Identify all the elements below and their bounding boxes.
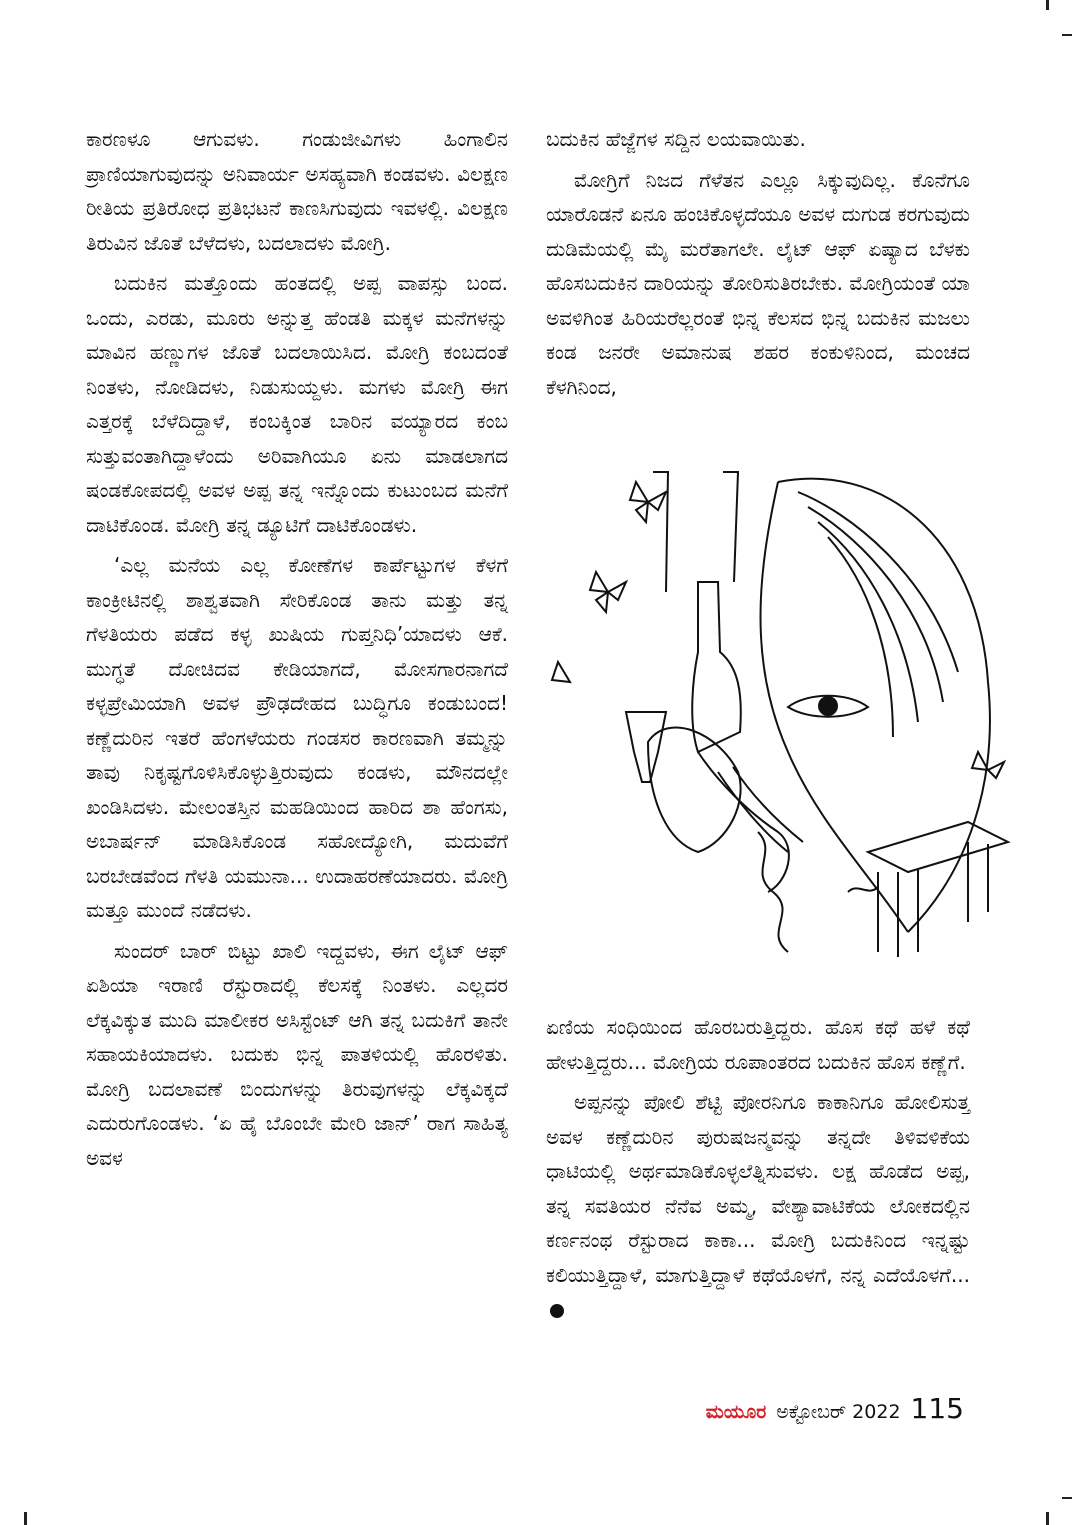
- page-footer: [706, 1392, 964, 1425]
- issue-date: ಅಕ್ಟೋಬರ್ 2022: [776, 1401, 901, 1423]
- end-mark-icon: [550, 1304, 564, 1318]
- paragraph: ಬದುಕಿನ ಹೆಜ್ಜೆಗಳ ಸದ್ದಿನ ಲಯವಾಯಿತು.: [546, 127, 806, 151]
- page-number: 115: [910, 1392, 964, 1425]
- sketch-illustration-icon: [548, 452, 1012, 972]
- crop-mark: [1062, 34, 1072, 36]
- paragraph: ಸುಂದರ್ ಬಾರ್ ಬಿಟ್ಟು ಖಾಲಿ ಇದ್ದವಳು, ಈಗ ಲೈಟ್ ಆಫ್ ಏಶಿಯಾ ಇರಾಣಿ ರೆಸ್ಟುರಾದಲ್ಲಿ ಕೆಲಸಕ್ಕೆ ನಿಂತಳು. ಎಲ್ಲದರ ಲೆಕ್ಕವಿಕ್ಕುತ ಮುದಿ ಮಾಲೀಕರ ಅಸಿಸ್ಟೆಂಟ್ ಆಗಿ ತನ್ನ ಬದುಕಿಗೆ ತಾನೇ ಸಹಾಯಕಿಯಾದಳು. ಬದುಕು ಭಿನ್ನ ಪಾತಳಿಯಲ್ಲಿ ಹೊರಳಿತು. ಮೋಗ್ರಿ ಬದಲಾವಣೆ ಬಿಂದುಗಳನ್ನು ತಿರುವುಗಳನ್ನು ಲೆಕ್ಕವಿಕ್ಕದೆ ಎದುರುಗೊಂಡಳು. ‘ಏ ಹೈ ಬೊಂಬೇ ಮೇರಿ ಜಾನ್’ ರಾಗ ಸಾಹಿತ್ಯ ಅವಳ: [86, 938, 508, 1170]
- right-column-bottom: [546, 1010, 970, 1327]
- crop-mark: [1062, 1497, 1072, 1499]
- paragraph: ಮೋಗ್ರಿಗೆ ನಿಜದ ಗೆಳೆತನ ಎಲ್ಲೂ ಸಿಕ್ಕುವುದಿಲ್ಲ. ಕೊನೆಗೂ ಯಾರೊಡನೆ ಏನೂ ಹಂಚಿಕೊಳ್ಳದೆಯೂ ಅವಳ ದುಗುಡ ಕರಗುವುದು ದುಡಿಮೆಯಲ್ಲಿ ಮೈ ಮರೆತಾಗಲೇ. ಲೈಟ್ ಆಫ್ ಏಷ್ಯಾದ ಬೆಳಕು ಹೊಸಬದುಕಿನ ದಾರಿಯನ್ನು ತೋರಿಸುತಿರಬೇಕು. ಮೋಗ್ರಿಯಂತೆ ಯಾ ಅವಳಿಗಿಂತ ಹಿರಿಯರೆಲ್ಲರಂತೆ ಭಿನ್ನ ಕೆಲಸದ ಭಿನ್ನ ಬದುಕಿನ ಮಜಲು ಕಂಡ ಜನರೇ ಅಮಾನುಷ ಶಹರ ಕಂಕುಳಿನಿಂದ, ಮಂಚದ ಕೆಳಗಿನಿಂದ,: [546, 167, 970, 399]
- illustration: [548, 452, 1012, 972]
- magazine-brand: ಮಯೂರ: [705, 1401, 767, 1423]
- paragraph-text: ಅಪ್ಪನನ್ನು ಪೋಲಿ ಶೆಟ್ಟಿ ಪೋರನಿಗೂ ಕಾಕಾನಿಗೂ ಹೋಲಿಸುತ್ತ ಅವಳ ಕಣ್ಣೆದುರಿನ ಪುರುಷಜನ್ಮವನ್ನು ತನ್ನದೇ ತಿಳಿವಳಿಕೆಯ ಧಾಟಿಯಲ್ಲಿ ಅರ್ಥಮಾಡಿಕೊಳ್ಳಲೆತ್ನಿಸುವಳು. ಲಕ್ಷ ಹೊಡೆದ ಅಪ್ಪ, ತನ್ನ ಸವತಿಯರ ನೆನೆವ ಅಮ್ಮ, ವೇಶ್ಯಾವಾಟಿಕೆಯ ಲೋಕದಲ್ಲಿನ ಕರ್ಣನಂಥ ರೆಸ್ಟುರಾದ ಕಾಕಾ... ಮೋಗ್ರಿ ಬದುಕಿನಿಂದ ಇನ್ನಷ್ಟು ಕಲಿಯುತ್ತಿದ್ದಾಳೆ, ಮಾಗುತ್ತಿದ್ದಾಳೆ ಕಥೆಯೊಳಗೆ, ನನ್ನ ಎದೆಯೊಳಗೆ...: [546, 1090, 970, 1287]
- crop-mark: [1046, 0, 1049, 10]
- paragraph: ಏಣಿಯ ಸಂಧಿಯಿಂದ ಹೊರಬರುತ್ತಿದ್ದರು. ಹೊಸ ಕಥೆ ಹಳೆ ಕಥೆ ಹೇಳುತ್ತಿದ್ದರು... ಮೋಗ್ರಿಯ ರೂಪಾಂತರದ ಬದುಕಿನ ಹೊಸ ಕಣ್ಣೆಗೆ.: [546, 1015, 970, 1074]
- paragraph: ಬದುಕಿನ ಮತ್ತೊಂದು ಹಂತದಲ್ಲಿ ಅಪ್ಪ ವಾಪಸ್ಸು ಬಂದ. ಒಂದು, ಎರಡು, ಮೂರು ಅನ್ನುತ್ತ ಹೆಂಡತಿ ಮಕ್ಕಳ ಮನೆಗಳನ್ನು ಮಾವಿನ ಹಣ್ಣುಗಳ ಜೊತೆ ಬದಲಾಯಿಸಿದ. ಮೋಗ್ರಿ ಕಂಬದಂತೆ ನಿಂತಳು, ನೋಡಿದಳು, ನಿಡುಸುಯ್ದಳು. ಮಗಳು ಮೋಗ್ರಿ ಈಗ ಎತ್ತರಕ್ಕೆ ಬೆಳೆದಿದ್ದಾಳೆ, ಕಂಬಕ್ಕಿಂತ ಬಾರಿನ ವಯ್ಯಾರದ ಕಂಬ ಸುತ್ತುವಂತಾಗಿದ್ದಾಳೆಂದು ಅರಿವಾಗಿಯೂ ಏನು ಮಾಡಲಾಗದ ಷಂಡಕೋಪದಲ್ಲಿ ಅವಳ ಅಪ್ಪ ತನ್ನ ಇನ್ನೊಂದು ಕುಟುಂಬದ ಮನೆಗೆ ದಾಟಿಕೊಂಡ. ಮೋಗ್ರಿ ತನ್ನ ಡ್ಯೂಟಿಗೆ ದಾಟಿಕೊಂಡಳು.: [86, 271, 508, 537]
- left-column: [86, 122, 508, 1175]
- right-column-top: [546, 122, 970, 404]
- paragraph: [546, 1085, 970, 1327]
- paragraph: ಕಾರಣಳೂ ಆಗುವಳು. ಗಂಡುಜೀವಿಗಳು ಹಿಂಗಾಲಿನ ಪ್ರಾಣಿಯಾಗುವುದನ್ನು ಅನಿವಾರ್ಯ ಅಸಹ್ಯವಾಗಿ ಕಂಡವಳು. ವಿಲಕ್ಷಣ ರೀತಿಯ ಪ್ರತಿರೋಧ ಪ್ರತಿಭಟನೆ ಕಾಣಸಿಗುವುದು ಇವಳಲ್ಲಿ. ವಿಲಕ್ಷಣ ತಿರುವಿನ ಜೊತೆ ಬೆಳೆದಳು, ಬದಲಾದಳು ಮೋಗ್ರಿ.: [86, 127, 508, 255]
- crop-mark: [1046, 1512, 1049, 1525]
- crop-mark: [24, 1512, 27, 1525]
- paragraph: ‘ಎಲ್ಲ ಮನೆಯ ಎಲ್ಲ ಕೋಣೆಗಳ ಕಾರ್ಪೆಟ್ಟುಗಳ ಕೆಳಗೆ ಕಾಂಕ್ರೀಟಿನಲ್ಲಿ ಶಾಶ್ವತವಾಗಿ ಸೇರಿಕೊಂಡ ತಾನು ಮತ್ತು ತನ್ನ ಗೆಳತಿಯರು ಪಡೆದ ಕಳ್ಳ ಖುಷಿಯ ಗುಪ್ತನಿಧಿ’ಯಾದಳು ಆಕೆ. ಮುಗ್ಧತೆ ದೋಚಿದವ ಕೇಡಿಯಾಗದೆ, ಮೋಸಗಾರನಾಗದೆ ಕಳ್ಳಪ್ರೇಮಿಯಾಗಿ ಅವಳ ಪ್ರೌಢದೇಹದ ಬುದ್ಧಿಗೂ ಕಂಡುಬಂದ! ಕಣ್ಣೆದುರಿನ ಇತರೆ ಹೆಂಗಳೆಯರು ಗಂಡಸರ ಕಾರಣವಾಗಿ ತಮ್ಮನ್ನು ತಾವು ನಿಕೃಷ್ಟಗೊಳಿಸಿಕೊಳ್ಳುತ್ತಿರುವುದು ಕಂಡಳು, ಮೌನದಲ್ಲೇ ಖಂಡಿಸಿದಳು. ಮೇಲಂತಸ್ತಿನ ಮಹಡಿಯಿಂದ ಹಾರಿದ ಶಾ ಹೆಂಗಸು, ಅಬಾರ್ಷನ್ ಮಾಡಿಸಿಕೊಂಡ ಸಹೋದ್ಯೋಗಿ, ಮದುವೆಗೆ ಬರಬೇಡವೆಂದ ಗೆಳತಿ ಯಮುನಾ... ಉದಾಹರಣೆಯಾದರು. ಮೋಗ್ರಿ ಮತ್ತೂ ಮುಂದೆ ನಡೆದಳು.: [86, 553, 508, 922]
